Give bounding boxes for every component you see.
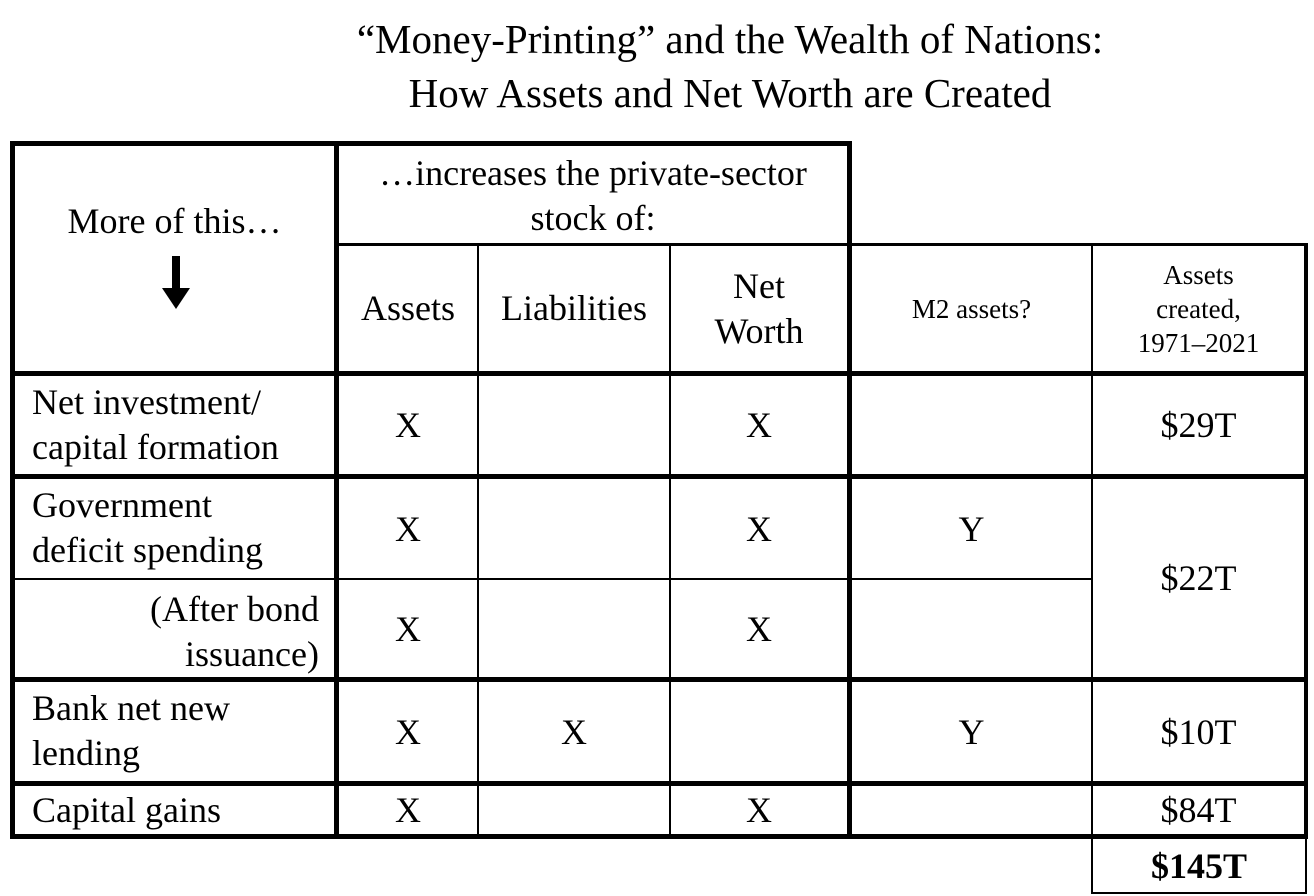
cell-m2 (852, 682, 1091, 781)
row-label-government-deficit (32, 483, 332, 578)
cell-liabilities (479, 580, 669, 677)
col-header-m2 (852, 246, 1091, 371)
total-box-right (1305, 836, 1307, 894)
row-label-line-2: issuance) (185, 634, 319, 674)
page-title (230, 12, 1230, 120)
row-label-line-1: Net investment/ (32, 382, 261, 422)
row-label-line-1: Bank net new (32, 688, 230, 728)
row-label-capital-gains (32, 786, 332, 834)
col-header-assets-created (1093, 246, 1304, 371)
cell-assets-created (1093, 682, 1304, 781)
col-header-m2-text: M2 assets? (911, 293, 1032, 324)
cell-assets (339, 376, 477, 474)
cell-assets-created (1093, 376, 1304, 474)
cell-net-worth-value: X (746, 405, 772, 445)
cell-assets-created-value: $29T (1160, 405, 1237, 445)
cell-m2 (852, 479, 1091, 578)
cell-m2 (852, 376, 1091, 474)
col-header-net-worth (671, 246, 847, 371)
header-more-of-this (15, 196, 334, 246)
cell-m2-value: Y (958, 711, 985, 752)
row-label-line-2: lending (32, 733, 140, 773)
cell-liabilities (479, 786, 669, 834)
cell-assets-value: X (395, 508, 421, 549)
cell-assets-value: X (395, 608, 421, 649)
row-label-line-1: Government (32, 485, 212, 525)
col-header-net-worth-line-2: Worth (714, 310, 804, 351)
header-increases (339, 150, 847, 242)
cell-net-worth-value: X (746, 508, 772, 549)
cell-assets-created-value: $84T (1160, 790, 1237, 830)
cell-assets-value: X (395, 790, 421, 830)
header-increases-line-1: …increases the private-sector (379, 153, 807, 193)
cell-assets-created-value: $10T (1160, 711, 1237, 752)
title-line-2: How Assets and Net Worth are Created (408, 70, 1052, 116)
col-header-assets-text: Assets (360, 288, 455, 328)
row-label-bank-lending (32, 686, 332, 781)
cell-liabilities (479, 479, 669, 578)
row-label-line-2: capital formation (32, 427, 279, 467)
header-more-of-this-text: More of this… (67, 200, 282, 241)
cell-assets-created-value: $22T (1160, 558, 1237, 598)
cell-assets (339, 580, 477, 677)
cell-assets-created-merged (1093, 479, 1304, 677)
col-header-created-line-3: 1971–2021 (1137, 327, 1260, 358)
table-border-right (1304, 244, 1308, 839)
cell-net-worth (671, 786, 847, 834)
down-arrow-icon (162, 256, 190, 312)
cell-net-worth-value: X (746, 608, 772, 649)
row-label-net-investment (32, 380, 332, 474)
cell-net-worth (671, 376, 847, 474)
col-header-created-line-2: created, (1156, 293, 1241, 324)
col-header-liabilities-text: Liabilities (501, 288, 647, 328)
cell-assets (339, 479, 477, 578)
cell-net-worth (671, 580, 847, 677)
cell-m2 (852, 786, 1091, 834)
col-header-assets (339, 246, 477, 371)
cell-net-worth-value: X (746, 790, 772, 830)
table-border-top (10, 141, 852, 146)
col-header-net-worth-line-1: Net (733, 265, 785, 306)
cell-liabilities (479, 376, 669, 474)
cell-liabilities (479, 682, 669, 781)
cell-net-worth (671, 479, 847, 578)
row-label-after-bond-issuance (15, 582, 319, 677)
cell-assets (339, 682, 477, 781)
title-line-1: “Money-Printing” and the Wealth of Nations: (356, 16, 1104, 62)
cell-assets-value: X (395, 405, 421, 445)
cell-assets (339, 786, 477, 834)
row-label-line-1: (After bond (150, 589, 319, 629)
cell-m2-value: Y (958, 508, 985, 549)
cell-net-worth (671, 682, 847, 781)
header-increases-line-2: stock of: (530, 198, 656, 238)
cell-m2 (852, 580, 1091, 677)
cell-assets-created (1093, 786, 1304, 834)
col-header-liabilities (479, 246, 669, 371)
total-assets-created (1093, 839, 1305, 892)
row-label-line-2: deficit spending (32, 530, 263, 570)
total-box-bottom (1091, 892, 1307, 894)
cell-assets-value: X (395, 711, 421, 752)
cell-liabilities-value: X (561, 711, 587, 752)
row-label-line-1: Capital gains (32, 789, 221, 830)
total-value: $145T (1150, 845, 1247, 886)
col-header-created-line-1: Assets (1163, 259, 1234, 290)
